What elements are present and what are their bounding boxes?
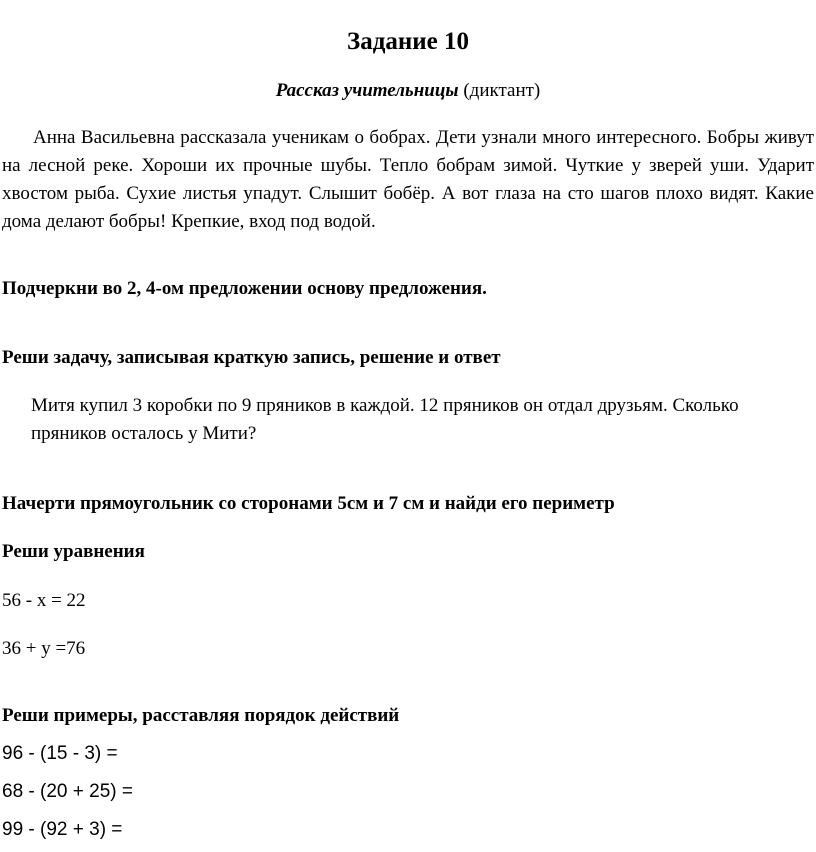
problem-text: Митя купил 3 коробки по 9 пряников в каждой. 12 пряников он отдал друзьям. Сколько пряников осталось у Мити? [31, 395, 739, 444]
examples-heading: Реши примеры, расставляя порядок действий [2, 705, 400, 726]
example-3: 99 - (92 + 3) = [2, 819, 123, 840]
dictation-text: Анна Васильевна рассказала ученикам о бобрах. Дети узнали много интересного. Бобры живут на лесной реке. Хороши их прочные шубы. Тепло бобрам зимой. Чуткие у зверей уши. Ударит хвостом рыба. Сухие листья упадут. Слышит бобёр. А вот глаза на сто шагов плохо видят. Какие дома делают бобры! Крепкие, вход под водой. [2, 127, 814, 232]
equation-2: 36 + у =76 [2, 638, 86, 659]
rectangle-task-heading: Начерти прямоугольник со сторонами 5см и 7 см и найди его периметр [2, 493, 615, 514]
underline-task-heading: Подчеркни во 2, 4-ом предложении основу предложения. [2, 278, 487, 299]
equation-1: 56 - х = 22 [2, 590, 86, 611]
equations-heading: Реши уравнения [2, 541, 145, 562]
example-2: 68 - (20 + 25) = [2, 781, 133, 802]
subtitle [0, 78, 816, 104]
subtitle-italic: Рассказ учительницы [275, 80, 459, 101]
problem-task-heading: Реши задачу, записывая краткую запись, решение и ответ [2, 347, 501, 368]
subtitle-plain: (диктант) [458, 80, 541, 101]
page-title: Задание 10 [347, 28, 469, 55]
example-1: 96 - (15 - 3) = [2, 743, 118, 764]
